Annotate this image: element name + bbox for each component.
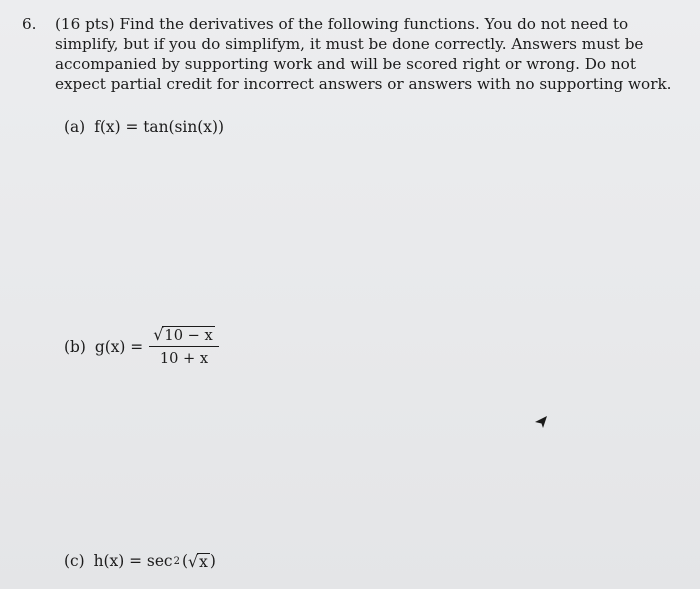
part-c-lhs: h(x) = sec <box>93 552 173 570</box>
part-b-lhs: g(x) = <box>94 337 144 356</box>
part-b-denominator: 10 + x <box>159 350 209 367</box>
part-c-open-paren: ( <box>181 552 188 570</box>
part-c-expression <box>94 552 216 570</box>
mouse-pointer-icon <box>533 414 549 430</box>
part-c-radicand: x <box>199 552 208 571</box>
part-a <box>64 118 224 136</box>
part-c-close-paren: ) <box>209 552 216 570</box>
problem-instructions: (16 pts) Find the derivatives of the following functions. You do not need to simplify, but if you do simplifym, it must be done correctly. Answers must be accompanied by supporting work and will be scored right or wrong. Do not expect partial credit for incorrect answers or answers with no supporting work. <box>55 15 672 93</box>
part-b-numerator <box>149 326 219 347</box>
part-a-expression: f(x) = tan(sin(x)) <box>94 118 224 136</box>
part-b-radical <box>153 326 215 343</box>
part-c-label: (c) <box>64 552 85 570</box>
problem-number: 6. <box>22 15 37 33</box>
part-c <box>64 552 216 570</box>
part-b-label: (b) <box>64 337 86 356</box>
radical-sign-icon: √ <box>187 551 199 571</box>
part-b-radicand: 10 − x <box>164 327 213 344</box>
part-c-radical <box>188 553 210 570</box>
problem-statement <box>22 14 682 94</box>
part-a-label: (a) <box>64 118 86 136</box>
part-b-fraction <box>149 326 219 367</box>
part-c-exponent: 2 <box>173 555 180 567</box>
part-b <box>64 326 219 367</box>
part-b-expression <box>95 326 219 367</box>
radical-sign-icon: √ <box>153 325 164 344</box>
